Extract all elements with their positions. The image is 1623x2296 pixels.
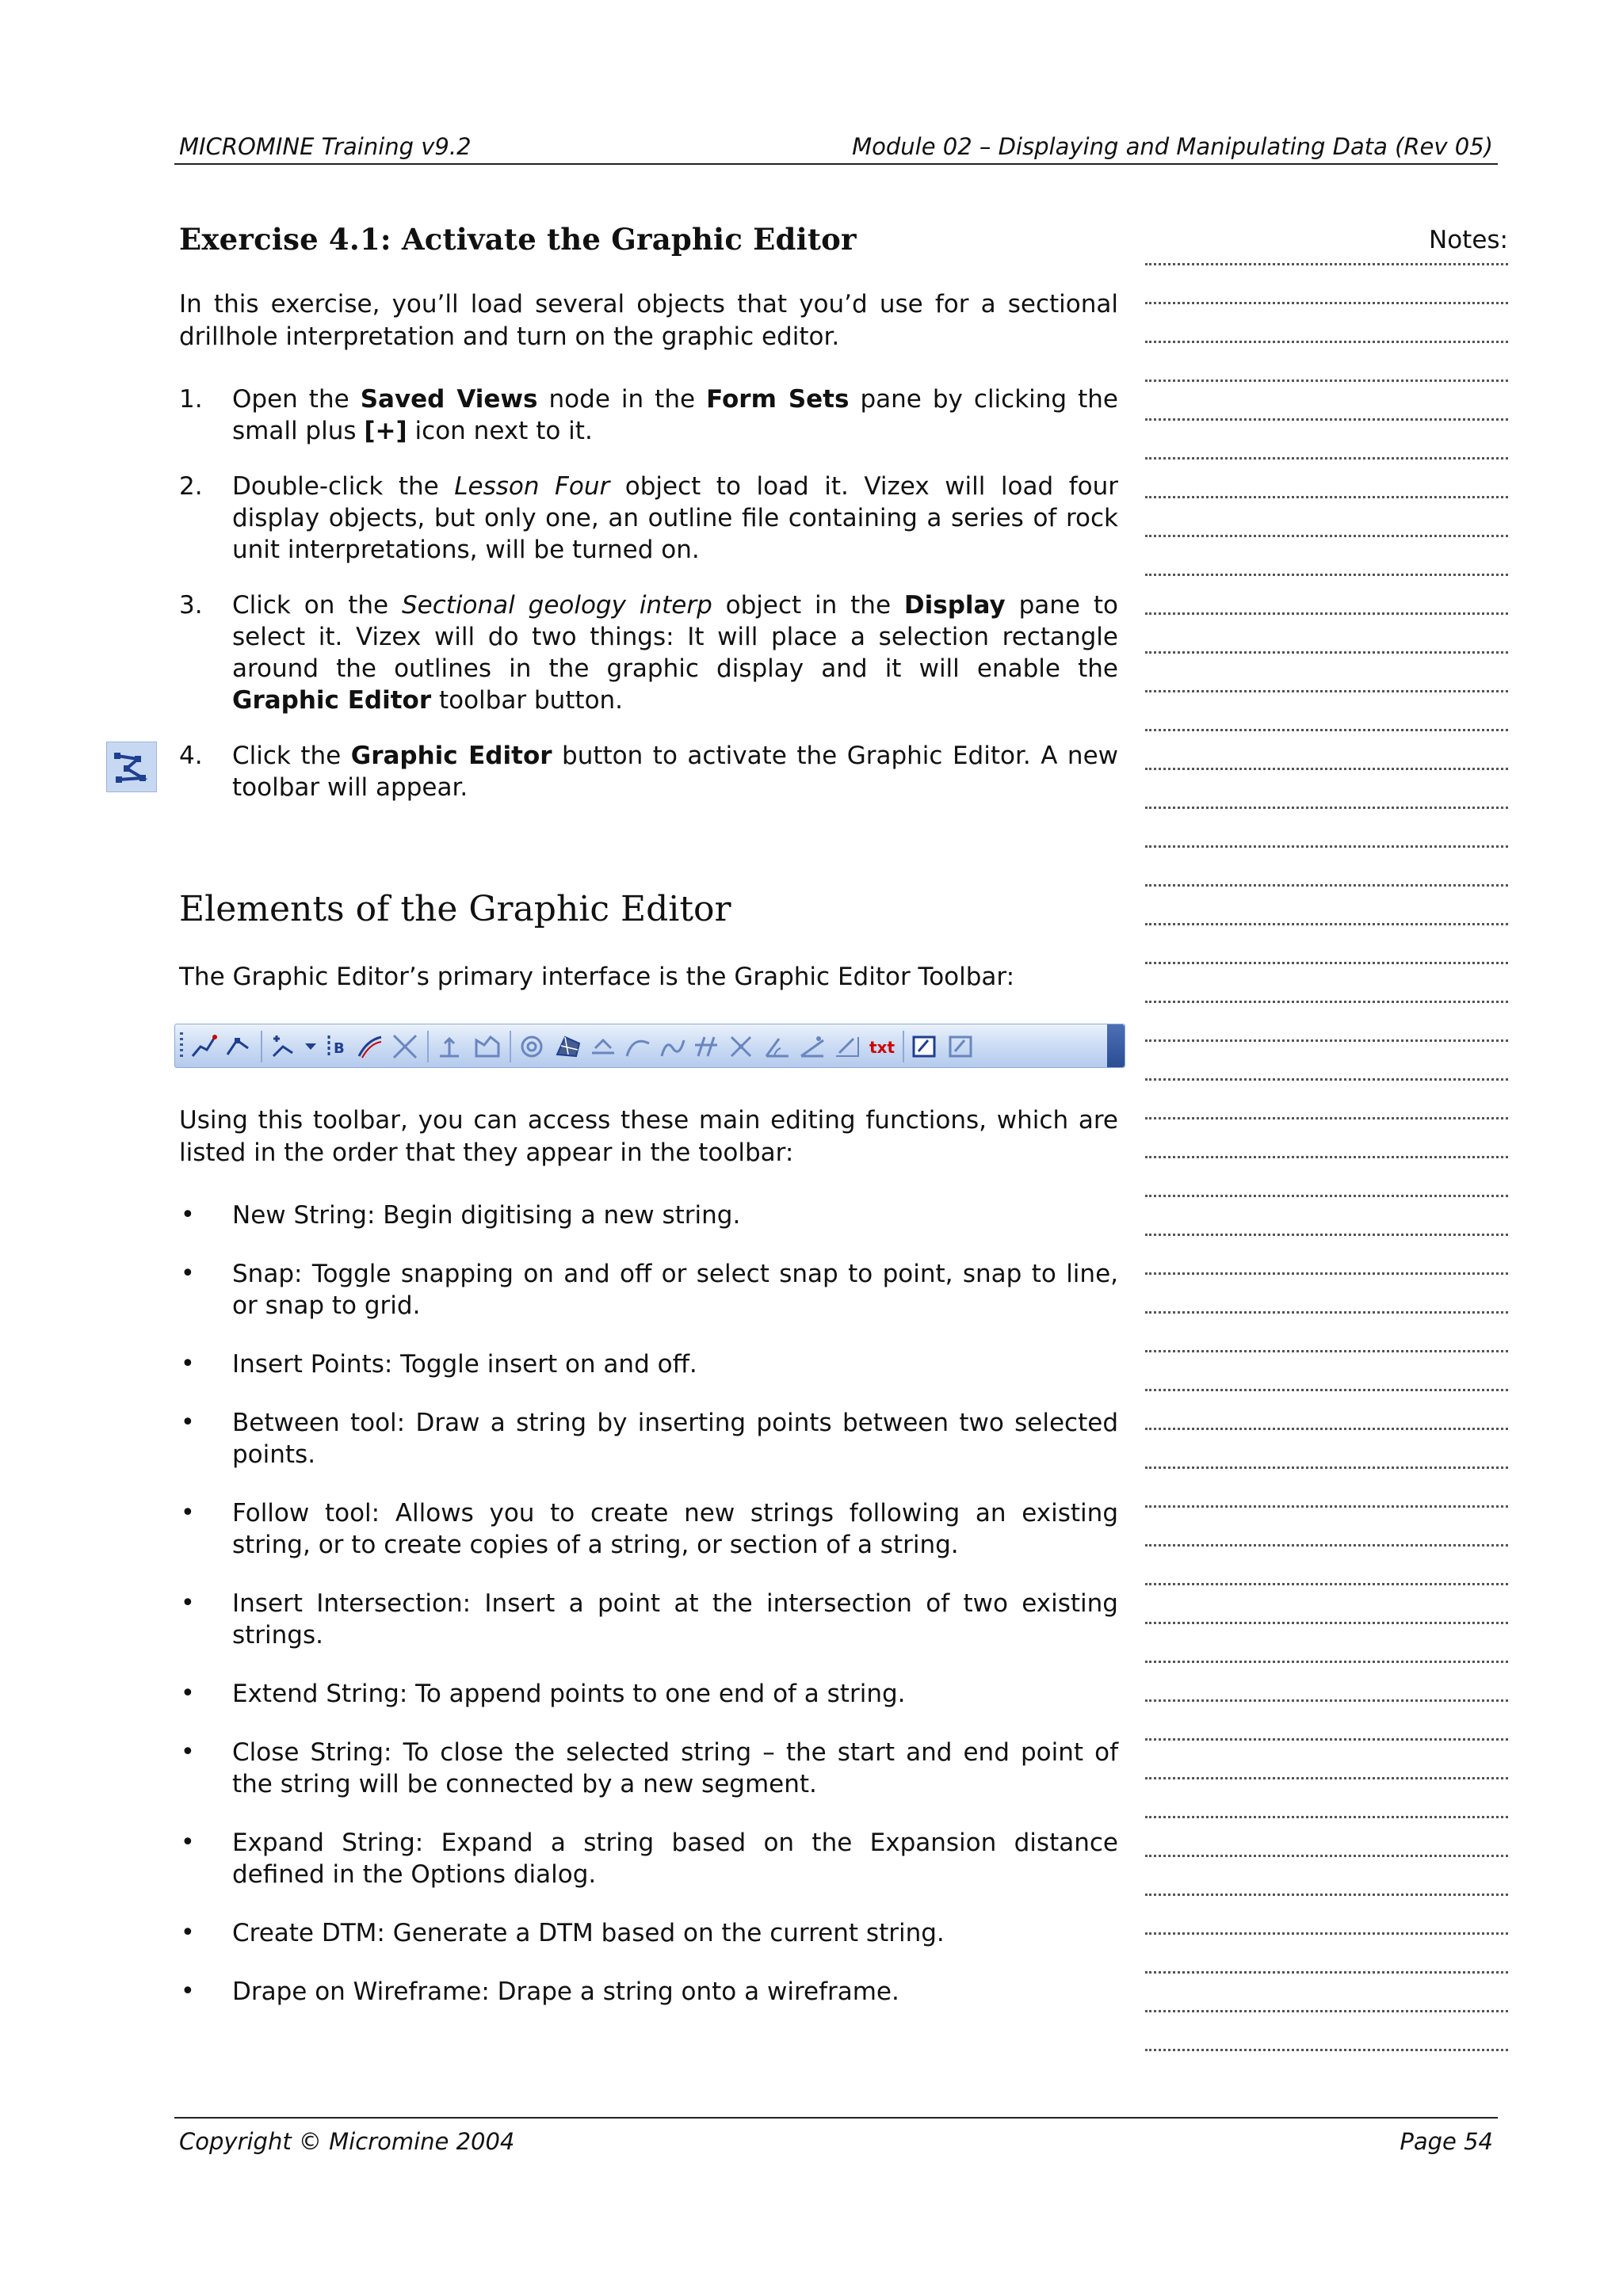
notes-line [1145,1158,1508,1197]
notes-line [1145,343,1508,382]
step-number: 2. [179,472,203,501]
notes-line [1145,1352,1508,1391]
exercise-intro: In this exercise, you’ll load several objects that you’d use for a sectional drillhole interpretation and turn on the graphic editor. [179,290,1118,351]
notes-line [1145,1430,1508,1469]
notes-line [1145,1741,1508,1779]
notes-line [1145,1663,1508,1702]
notes-line [1145,1624,1508,1663]
notes-line [1145,809,1508,848]
editing-functions-list [179,1199,1118,2008]
notes-line [1145,964,1508,1003]
step-text: Click the [232,742,351,770]
between-tool-icon [323,1032,351,1061]
copyright-text: Copyright © Micromine 2004 [179,2128,515,2155]
step-bold: [+] [364,417,407,445]
list-item: • Snap: Toggle snapping on and off or select snap to point, snap to line, or snap to grid. [179,1258,1118,1322]
step-text: toolbar button. [431,686,624,715]
step-bold: Saved Views [360,385,538,414]
svg-text:txt: txt [869,1038,896,1057]
notes-line [1145,2012,1508,2051]
snap-icon [224,1032,253,1061]
notes-line [1145,770,1508,809]
toolbar-overflow-chevron [1107,1024,1125,1067]
header-left-text: MICROMINE Training v9.2 [179,133,472,160]
list-item: • Between tool: Draw a string by inserting points between two selected points. [179,1407,1118,1470]
notes-line [1145,1974,1508,2012]
notes-line [1145,1391,1508,1430]
graphic-editor-icon [106,742,157,792]
notes-line [1145,925,1508,964]
edit-icon [833,1032,861,1061]
step-text: Click on the [232,591,402,620]
notes-line [1145,848,1508,887]
angle-icon [763,1032,792,1061]
notes-line [1145,576,1508,615]
text-tool-icon [868,1032,896,1061]
list-item: • Insert Points: Toggle insert on and off. [179,1348,1118,1380]
arc-icon [659,1032,687,1061]
step-text: pane by clicking the small plus [232,385,1118,445]
notes-line [1145,1236,1508,1275]
svg-text:B: B [334,1040,345,1057]
notes-line [1145,382,1508,421]
step-number: 4. [179,742,203,770]
drape-wireframe-icon [589,1032,617,1061]
close-string-icon [473,1032,502,1061]
step-item [179,589,1118,716]
extend-string-icon [435,1032,464,1061]
insert-intersection-icon [391,1032,419,1061]
save-edits-icon [911,1032,939,1061]
notes-line [1145,1818,1508,1857]
insert-points-icon [269,1032,297,1061]
list-item: • Expand String: Expand a string based on the Expansion distance defined in the Options dialog. [179,1827,1118,1890]
notes-label: Notes: [1429,226,1508,254]
step-text: pane to select it. Vizex will do two things: It will place a selection rectangle around the outlines in the graphic display and it will enable the [232,591,1118,683]
step-text: button to activate the Graphic Editor. A new toolbar will appear. [232,742,1119,802]
section-intro: The Graphic Editor’s primary interface is the Graphic Editor Toolbar: [179,963,1015,991]
list-item: • New String: Begin digitising a new string. [179,1199,1118,1231]
step-item [179,471,1118,566]
notes-line [1145,1585,1508,1624]
notes-column [1145,226,1508,2051]
notes-line [1145,1469,1508,1508]
options-icon [947,1032,976,1061]
notes-line [1145,1702,1508,1741]
step-item [179,383,1118,447]
main-content [179,222,1118,2035]
notes-line [1145,1547,1508,1585]
step-bold: Form Sets [706,385,850,414]
header-right-text: Module 02 – Displaying and Manipulating Data (Rev 05) [852,133,1493,160]
create-dtm-icon [554,1032,582,1061]
notes-line [1145,1508,1508,1547]
notes-line [1145,498,1508,537]
page-footer [174,2117,1498,2161]
list-item: • Follow tool: Allows you to create new strings following an existing string, or to create copies of a string, or section of a string. [179,1497,1118,1561]
notes-line [1145,1896,1508,1935]
notes-line [1145,1779,1508,1818]
toolbar-separator [510,1031,511,1062]
section-title: Elements of the Graphic Editor [179,889,731,929]
notes-line [1145,731,1508,770]
page-header [174,132,1498,165]
notes-line [1145,1314,1508,1352]
step-italic: Lesson Four [454,472,610,501]
page-number: Page 54 [1400,2128,1493,2155]
step-number: 3. [179,591,203,620]
notes-line [1145,421,1508,460]
notes-line [1145,1003,1508,1042]
exercise-title: Exercise 4.1: Activate the Graphic Editor [179,222,857,257]
notes-line [1145,692,1508,731]
graphic-editor-toolbar-image [174,1024,1125,1068]
list-item: • Create DTM: Generate a DTM based on the current string. [179,1917,1118,1949]
list-item: • Close String: To close the selected string – the start and end point of the string will be connected by a new segment. [179,1737,1118,1800]
step-italic: Sectional geology interp [401,591,712,620]
curve-icon [624,1032,652,1061]
notes-line [1145,1042,1508,1081]
new-string-icon [189,1032,218,1061]
list-item: • Insert Intersection: Insert a point at the intersection of two existing strings. [179,1588,1118,1651]
notes-line [1145,460,1508,498]
notes-line [1145,265,1508,304]
exercise-steps [179,383,1118,803]
notes-line [1145,887,1508,925]
notes-line [1145,654,1508,692]
list-item: • Extend String: To append points to one end of a string. [179,1678,1118,1710]
toolbar-intro: Using this toolbar, you can access these main editing functions, which are listed in the order that they appear in the toolbar: [179,1106,1118,1167]
step-bold: Graphic Editor [232,686,432,715]
notes-line [1145,1119,1508,1158]
notes-line [1145,1081,1508,1119]
cross-icon [727,1032,755,1061]
step-text: object in the [712,591,904,620]
notes-line [1145,615,1508,654]
toolbar-separator [261,1031,262,1062]
notes-line [1145,537,1508,576]
split-icon [692,1032,720,1061]
notes-line [1145,1197,1508,1236]
step-text: object to load it. Vizex will load four display objects, but only one, an outline file containing a series of rock unit interpretations, will be turned on. [232,472,1118,564]
notes-line [1145,304,1508,343]
notes-line [1145,1935,1508,1974]
step-text: Double-click the [232,472,455,501]
step-bold: Graphic Editor [350,742,552,770]
step-number: 1. [179,385,203,414]
toolbar-separator [903,1031,904,1062]
expand-string-icon [517,1032,546,1061]
notes-line [1145,1857,1508,1896]
step-text: icon next to it. [407,417,593,445]
notes-line [1145,1275,1508,1314]
follow-tool-icon [356,1032,384,1061]
step-text: Open the [232,385,361,414]
measure-icon [798,1032,827,1061]
list-item: • Drape on Wireframe: Drape a string onto a wireframe. [179,1976,1118,2008]
step-bold: Display [903,591,1006,620]
step-item [179,740,1118,803]
step-text: node in the [537,385,707,414]
toolbar-separator [427,1031,429,1062]
toolbar-grip [180,1032,183,1059]
